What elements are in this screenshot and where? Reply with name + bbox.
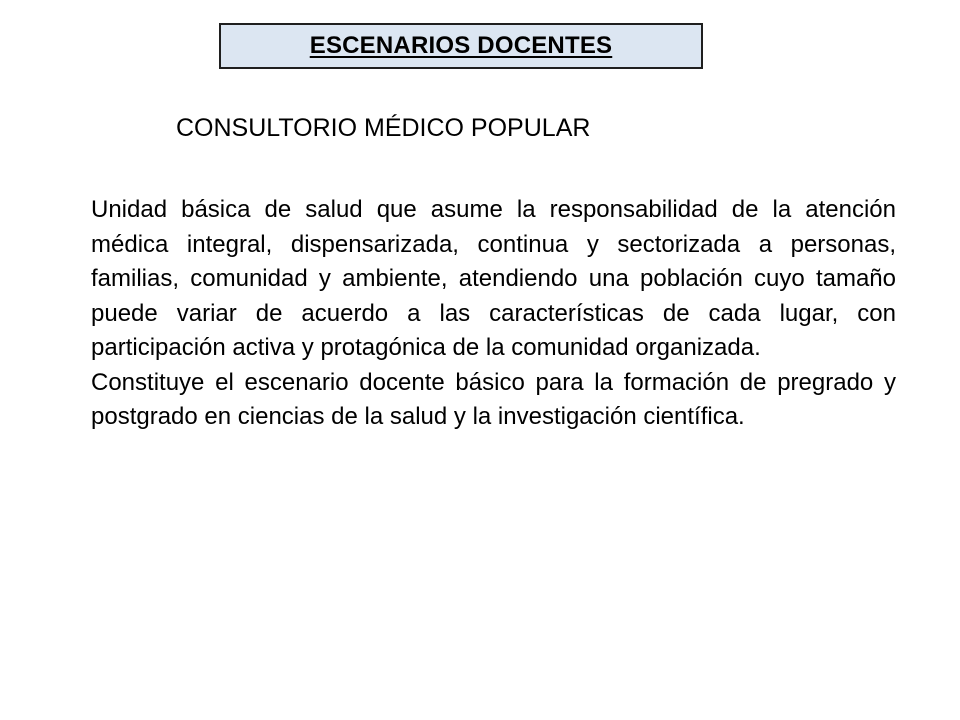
slide-title: ESCENARIOS DOCENTES [309, 32, 613, 59]
paragraph-purpose: Constituye el escenario docente básico para la formación de pregrado y postgrado en ciencias de la salud y la investigación científica. [91, 368, 896, 430]
title-box [219, 23, 703, 69]
slide-subtitle: CONSULTORIO MÉDICO POPULAR [176, 114, 591, 142]
paragraph-definition: Unidad básica de salud que asume la responsabilidad de la atención médica integral, dispensarizada, continua y sectorizada a personas, familias, comunidad y ambiente, atendiendo una población cuyo tamaño puede variar de acuerdo a las características de cada lugar, con participación activa y protagónica de la comunidad organizada. [91, 196, 896, 361]
body-text [91, 193, 896, 435]
